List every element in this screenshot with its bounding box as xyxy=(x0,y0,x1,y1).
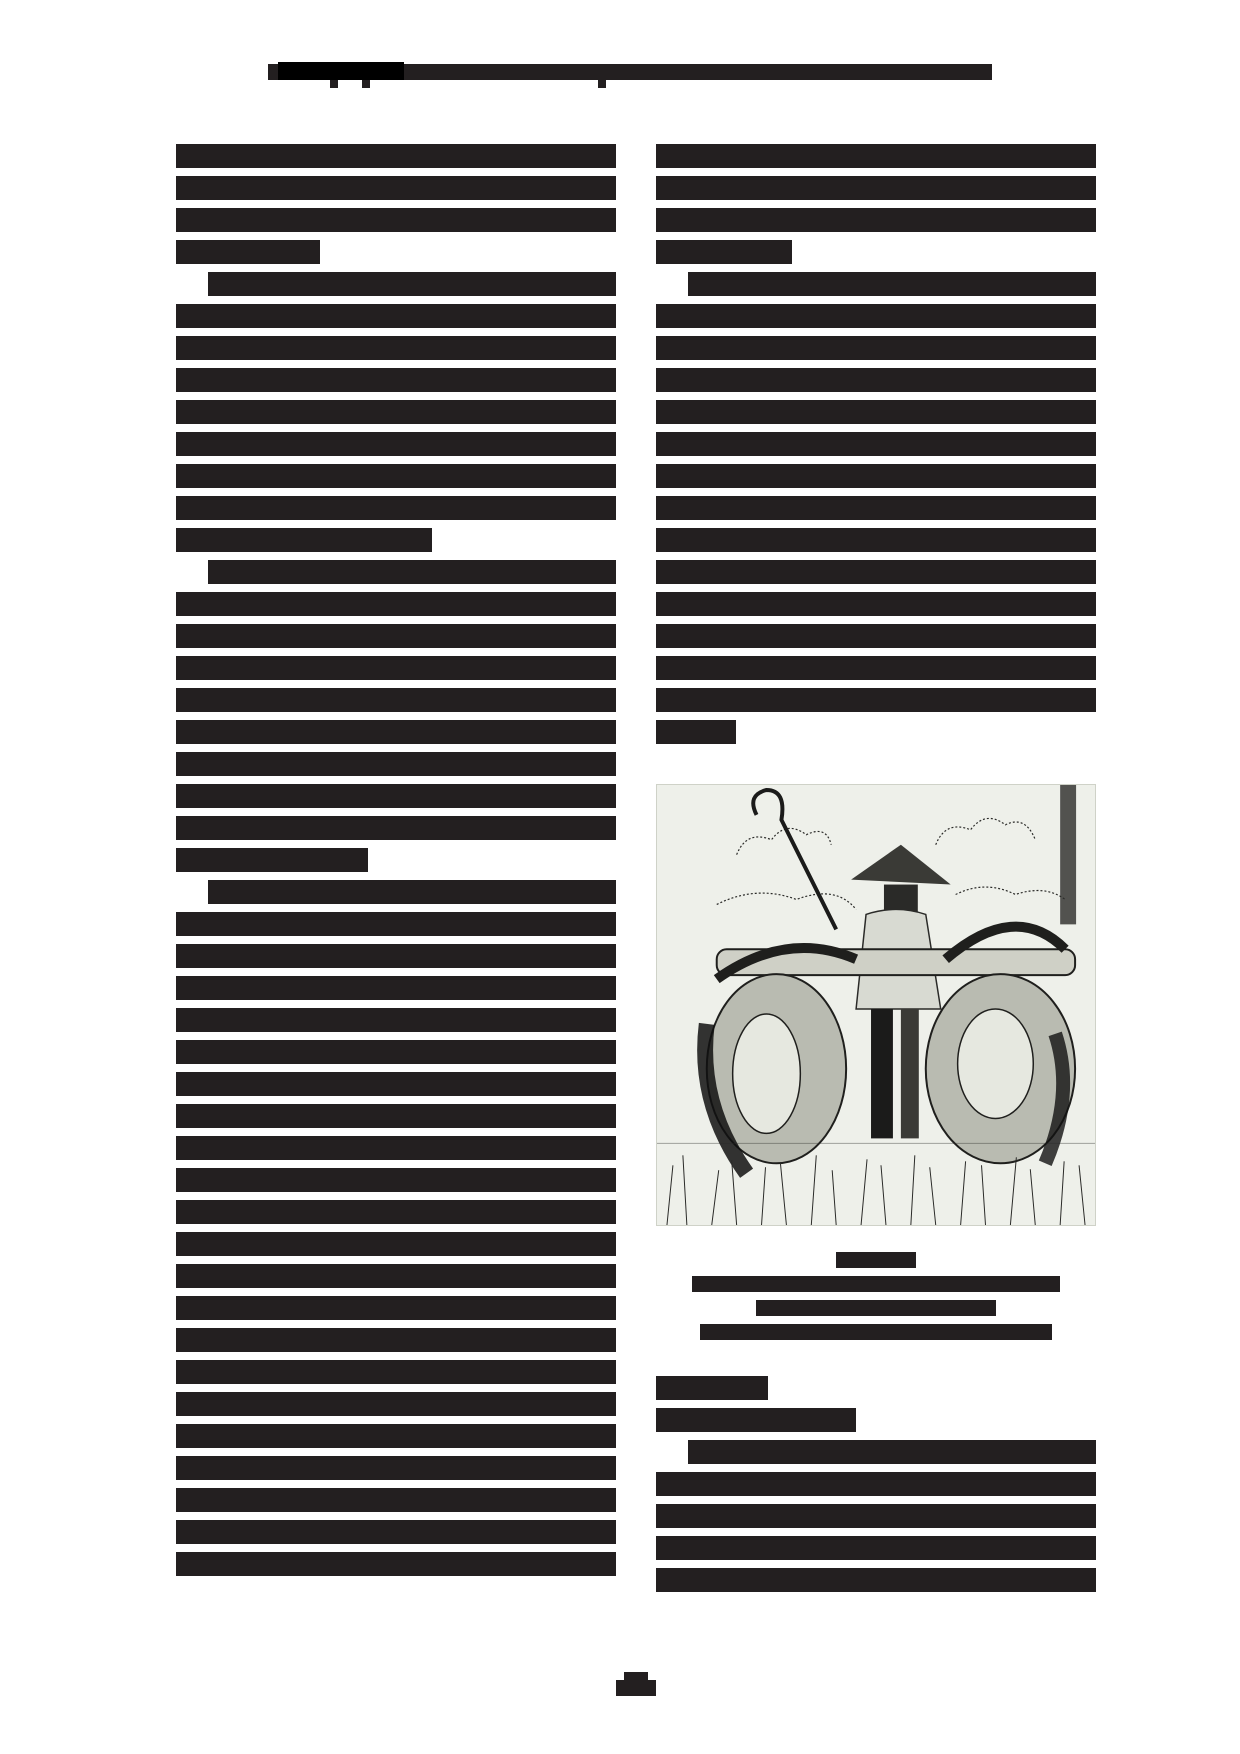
text-line-redacted xyxy=(176,560,616,584)
text-line-redacted xyxy=(176,656,616,680)
caption-line-redacted xyxy=(656,1272,1096,1296)
text-line-redacted xyxy=(656,304,1096,328)
text-line-redacted xyxy=(176,528,616,552)
text-line-redacted xyxy=(176,144,616,168)
text-line-redacted xyxy=(176,272,616,296)
section-heading-redacted xyxy=(176,240,616,264)
text-line-redacted xyxy=(176,912,616,936)
text-line-redacted xyxy=(176,1552,616,1576)
text-line-redacted xyxy=(176,1328,616,1352)
text-line-redacted xyxy=(176,176,616,200)
text-line-redacted xyxy=(176,208,616,232)
text-line-redacted xyxy=(176,1168,616,1192)
text-line-redacted xyxy=(176,752,616,776)
text-line-redacted xyxy=(176,432,616,456)
text-line-redacted xyxy=(176,1392,616,1416)
caption-line-redacted xyxy=(656,1296,1096,1320)
section-heading-redacted xyxy=(656,1376,1096,1400)
caption-line-redacted xyxy=(656,1248,1096,1272)
text-line-redacted xyxy=(176,1424,616,1448)
text-line-redacted xyxy=(176,816,616,840)
text-line-redacted xyxy=(656,1440,1096,1464)
text-line-redacted xyxy=(176,880,616,904)
text-line-redacted xyxy=(656,144,1096,168)
text-line-redacted xyxy=(656,368,1096,392)
text-line-redacted xyxy=(656,688,1096,712)
page-number xyxy=(616,1672,656,1696)
text-line-redacted xyxy=(656,432,1096,456)
text-line-redacted xyxy=(176,304,616,328)
text-line-redacted xyxy=(176,1232,616,1256)
running-header-left-block xyxy=(278,62,404,80)
header-descender xyxy=(598,80,606,88)
header-descender xyxy=(330,80,338,88)
text-line-redacted xyxy=(656,1472,1096,1496)
section-heading-redacted xyxy=(656,1408,1096,1432)
text-line-redacted xyxy=(176,336,616,360)
text-line-redacted xyxy=(176,1136,616,1160)
text-line-redacted xyxy=(176,944,616,968)
figure-illustration-farmer-carabao xyxy=(656,784,1096,1226)
text-line-redacted xyxy=(656,336,1096,360)
text-line-redacted xyxy=(656,592,1096,616)
text-line-redacted xyxy=(176,1104,616,1128)
text-line-redacted xyxy=(656,1568,1096,1592)
text-line-redacted xyxy=(176,1040,616,1064)
caption-line-redacted xyxy=(656,1320,1096,1344)
method-section-text xyxy=(656,1376,1096,1600)
text-line-redacted xyxy=(656,560,1096,584)
running-header xyxy=(268,64,992,80)
right-column-text xyxy=(656,144,1096,752)
text-line-redacted xyxy=(656,400,1096,424)
text-line-redacted xyxy=(656,656,1096,680)
text-line-redacted xyxy=(656,208,1096,232)
text-line-redacted xyxy=(176,624,616,648)
text-line-redacted xyxy=(176,1520,616,1544)
text-line-redacted xyxy=(176,368,616,392)
section-heading-redacted xyxy=(656,240,1096,264)
text-line-redacted xyxy=(176,464,616,488)
text-line-redacted xyxy=(176,496,616,520)
text-line-redacted xyxy=(176,1200,616,1224)
text-line-redacted xyxy=(656,176,1096,200)
figure-caption xyxy=(656,1248,1096,1344)
text-line-redacted xyxy=(176,976,616,1000)
text-line-redacted xyxy=(176,1488,616,1512)
text-line-redacted xyxy=(656,464,1096,488)
text-line-redacted xyxy=(656,1504,1096,1528)
text-line-redacted xyxy=(176,1456,616,1480)
left-column-text xyxy=(176,144,616,1584)
text-line-redacted xyxy=(176,1360,616,1384)
text-line-redacted xyxy=(656,624,1096,648)
text-line-redacted xyxy=(176,400,616,424)
header-descender xyxy=(362,80,370,88)
text-line-redacted xyxy=(656,496,1096,520)
text-line-redacted xyxy=(176,1008,616,1032)
text-line-redacted xyxy=(176,1264,616,1288)
text-line-redacted xyxy=(176,688,616,712)
text-line-redacted xyxy=(176,592,616,616)
text-line-redacted xyxy=(656,272,1096,296)
text-line-redacted xyxy=(176,1296,616,1320)
text-line-redacted xyxy=(176,848,616,872)
text-line-redacted xyxy=(656,1536,1096,1560)
text-line-redacted xyxy=(176,1072,616,1096)
text-line-redacted xyxy=(176,784,616,808)
text-line-redacted xyxy=(656,528,1096,552)
carabao-plowing-drawing xyxy=(657,785,1095,1225)
text-line-redacted xyxy=(656,720,1096,744)
text-line-redacted xyxy=(176,720,616,744)
